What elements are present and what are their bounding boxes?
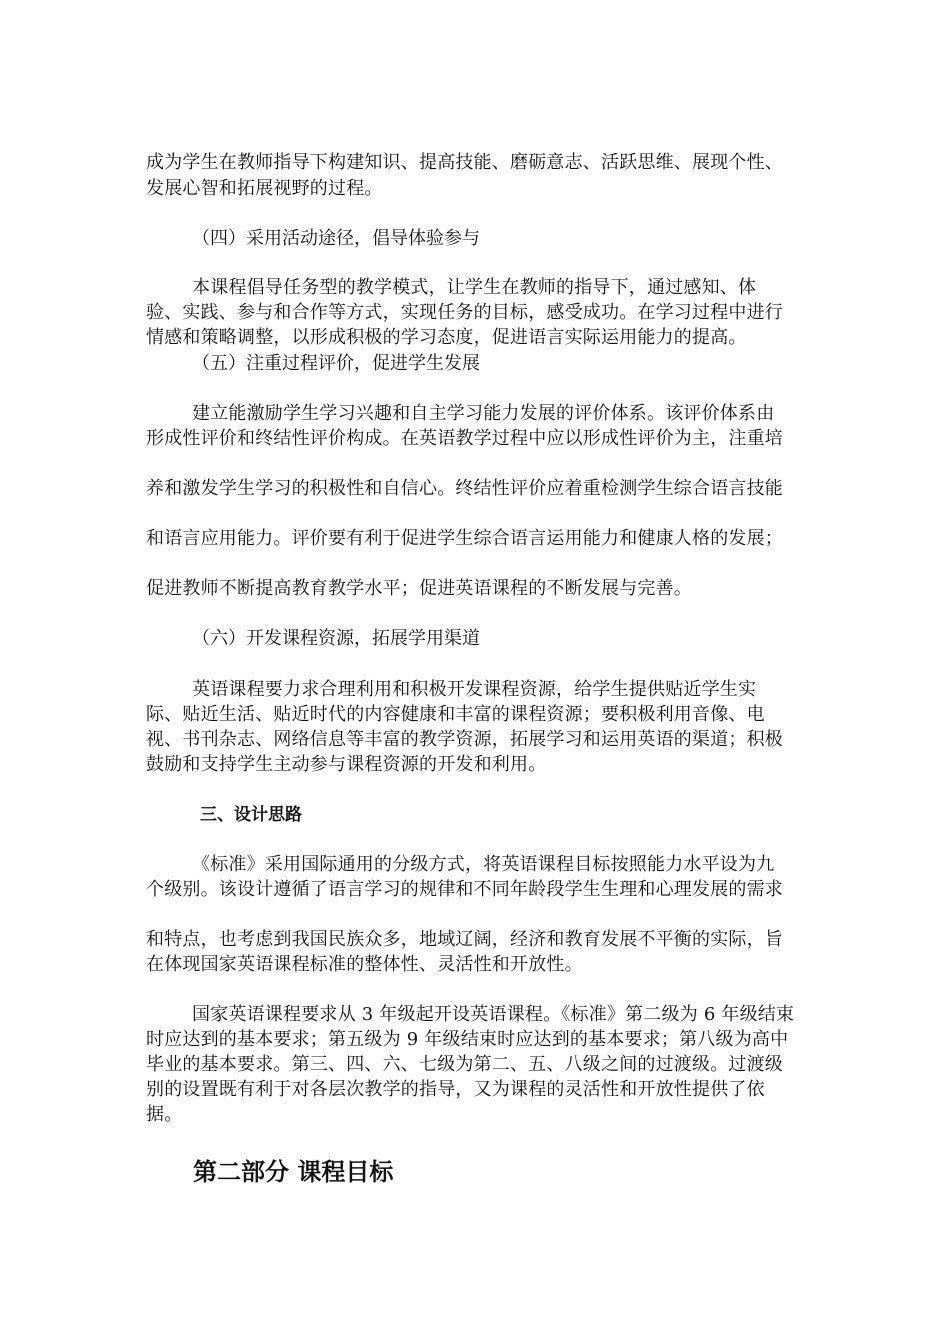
subsection-heading: （六）开发课程资源，拓展学用渠道 (192, 628, 480, 649)
body-text-line: 个级别。该设计遵循了语言学习的规律和不同年龄段学生生理和心理发展的需求 (146, 879, 783, 900)
body-text-line: 国家英语课程要求从 3 年级起开设英语课程。《标准》第二级为 6 年级结束 (192, 1004, 795, 1025)
body-text-line: 促进教师不断提高教育教学水平；促进英语课程的不断发展与完善。 (146, 578, 692, 599)
body-text-line: 建立能激励学生学习兴趣和自主学习能力发展的评价体系。该评价体系由 (192, 403, 775, 424)
body-text-line: 在体现国家英语课程标准的整体性、灵活性和开放性。 (146, 954, 583, 975)
body-text-line: 视、书刊杂志、网络信息等丰富的教学资源，拓展学习和运用英语的渠道；积极 (146, 729, 783, 750)
body-text-line: 情感和策略调整，以形成积极的学习态度，促进语言实际运用能力的提高。 (146, 327, 747, 348)
body-text-line: 养和激发学生学习的积极性和自信心。终结性评价应着重检测学生综合语言技能 (146, 478, 783, 499)
body-text-line: 验、实践、参与和合作等方式，实现任务的目标，感受成功。在学习过程中进行 (146, 302, 783, 323)
body-text-line: 英语课程要力求合理利用和积极开发课程资源，给学生提供贴近学生实 (192, 679, 757, 700)
body-text-line: 际、贴近生活、贴近时代的内容健康和丰富的课程资源；要积极利用音像、电 (146, 704, 765, 725)
body-text-line: 和语言应用能力。评价要有利于促进学生综合语言运用能力和健康人格的发展； (146, 528, 783, 549)
body-text-line: 别的设置既有利于对各层次教学的指导，又为课程的灵活性和开放性提供了依 (146, 1079, 765, 1100)
part-title: 第二部分 课程目标 (193, 1158, 394, 1186)
body-text-line: 时应达到的基本要求；第五级为 9 年级结束时应达到的基本要求；第八级为高中 (146, 1029, 789, 1050)
body-text-line: 成为学生在教师指导下构建知识、提高技能、磨砺意志、活跃思维、展现个性、 (146, 152, 783, 173)
body-text-line: 据。 (146, 1104, 183, 1125)
body-text-line: 和特点，也考虑到我国民族众多，地域辽阔，经济和教育发展不平衡的实际，旨 (146, 929, 783, 950)
body-text-line: 形成性评价和终结性评价构成。在英语教学过程中应以形成性评价为主，注重培 (146, 428, 783, 449)
body-text-line: 鼓励和支持学生主动参与课程资源的开发和利用。 (146, 754, 547, 775)
body-text-line: 本课程倡导任务型的教学模式，让学生在教师的指导下，通过感知、体 (192, 277, 757, 298)
subsection-heading: （五）注重过程评价，促进学生发展 (192, 353, 480, 374)
subsection-heading: （四）采用活动途径，倡导体验参与 (192, 228, 480, 249)
body-text-line: 发展心智和拓展视野的过程。 (146, 178, 383, 199)
body-text-line: 《标准》采用国际通用的分级方式，将英语课程目标按照能力水平设为九 (192, 854, 775, 875)
body-text-line: 毕业的基本要求。第三、四、六、七级为第二、五、八级之间的过渡级。过渡级 (146, 1054, 783, 1075)
section-title: 三、设计思路 (200, 805, 302, 825)
